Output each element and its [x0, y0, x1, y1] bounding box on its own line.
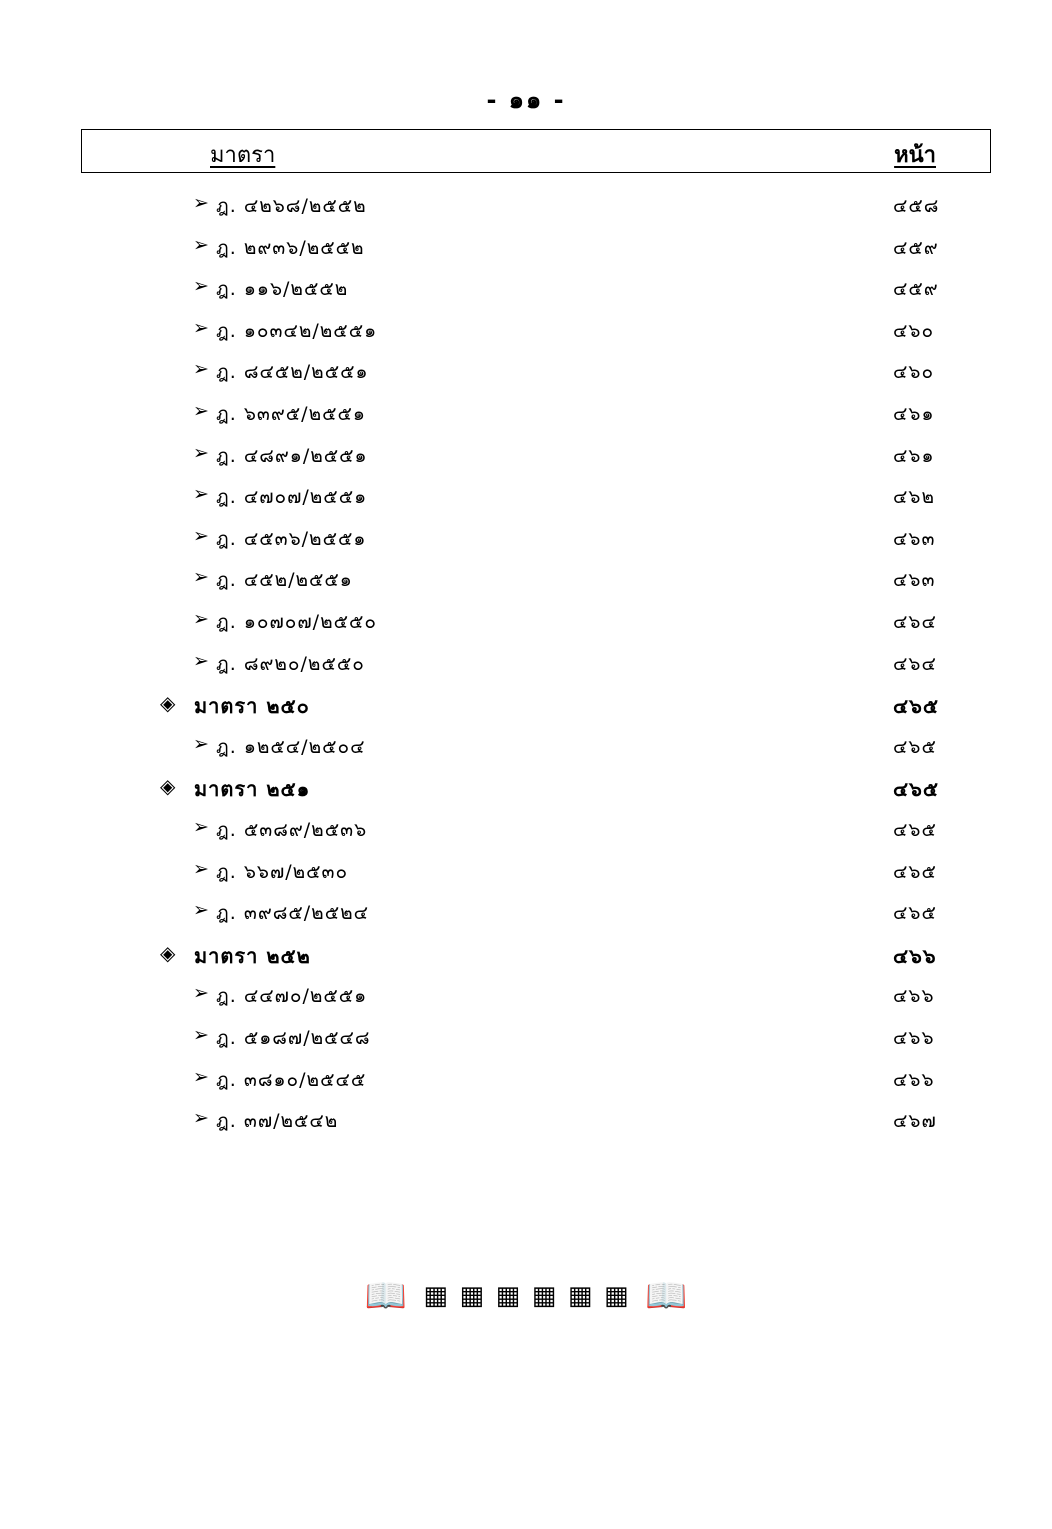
arrow-bullet-icon: ➢ — [193, 524, 209, 547]
section-label: มาตรา ๒๕๑ — [194, 777, 311, 802]
arrow-bullet-icon: ➢ — [193, 899, 209, 922]
arrow-bullet-icon: ➢ — [193, 1065, 209, 1088]
page-ref: ๔๖๖ — [893, 1027, 935, 1049]
page-ref: ๔๖๕ — [893, 694, 939, 719]
page-ref: ๔๖๗ — [893, 1110, 937, 1133]
toc-case-row — [0, 519, 1052, 559]
page-ref: ๔๖๔ — [893, 611, 937, 633]
grid-block-icon: ▦ — [423, 1281, 448, 1311]
arrow-bullet-icon: ➢ — [193, 1024, 209, 1046]
toc-section-row — [0, 935, 1052, 975]
page-ref: ๔๕๙ — [893, 236, 939, 259]
page-ref: ๔๖๐ — [893, 361, 935, 384]
case-label: ฎ. ๔๕๒/๒๕๕๑ — [216, 569, 353, 592]
toc-case-row — [0, 228, 1052, 268]
page-ref: ๔๖๐ — [893, 319, 935, 342]
arrow-bullet-icon: ➢ — [193, 566, 209, 589]
arrow-bullet-icon: ➢ — [193, 982, 209, 1005]
arrow-bullet-icon: ➢ — [193, 275, 209, 298]
case-label: ฎ. ๕๓๘๙/๒๕๓๖ — [216, 819, 368, 841]
arrow-bullet-icon: ➢ — [193, 1107, 209, 1130]
toc-case-row — [0, 644, 1052, 684]
case-label: ฎ. ๖๓๙๕/๒๕๕๑ — [216, 403, 366, 425]
grid-block-icon: ▦ — [567, 1281, 593, 1311]
page-ref: ๔๖๓ — [893, 569, 936, 592]
table-header — [81, 129, 991, 173]
arrow-bullet-icon: ➢ — [193, 649, 209, 672]
arrow-bullet-icon: ➢ — [193, 233, 209, 256]
arrow-bullet-icon: ➢ — [193, 358, 209, 381]
toc-case-row — [0, 1018, 1052, 1058]
case-label: ฎ. ๒๙๓๖/๒๕๕๒ — [216, 236, 365, 259]
grid-block-icon: ▦ — [531, 1281, 557, 1311]
case-label: ฎ. ๕๑๘๗/๒๕๔๘ — [216, 1027, 371, 1049]
diamond-bullet-icon: ◈ — [160, 691, 176, 716]
arrow-bullet-icon: ➢ — [193, 316, 209, 339]
page-ref: ๔๖๓ — [893, 527, 936, 550]
book-icon: 📖 — [645, 1276, 688, 1316]
case-label: ฎ. ๔๕๓๖/๒๕๕๑ — [216, 527, 367, 550]
case-label: ฎ. ๓๙๘๕/๒๕๒๔ — [216, 902, 369, 925]
case-label: ฎ. ๘๔๕๒/๒๕๕๑ — [216, 361, 369, 384]
case-label: ฎ. ๔๒๖๘/๒๕๕๒ — [216, 195, 367, 217]
case-label: ฎ. ๔๗๐๗/๒๕๕๑ — [216, 486, 368, 509]
page-ref: ๔๖๖ — [893, 1068, 935, 1091]
page-ref: ๔๖๕ — [893, 819, 937, 841]
diamond-bullet-icon: ◈ — [160, 774, 176, 799]
toc-case-row — [0, 1060, 1052, 1100]
case-label: ฎ. ๑๑๖/๒๕๕๒ — [216, 278, 349, 301]
page-ref: ๔๖๖ — [893, 943, 937, 968]
case-label: ฎ. ๓๗/๒๕๔๒ — [216, 1110, 339, 1133]
toc-case-row — [0, 436, 1052, 476]
end-ornament — [0, 1276, 1052, 1316]
case-label: ฎ. ๑๒๕๔/๒๕๐๔ — [216, 735, 366, 758]
page-ref: ๔๖๕ — [893, 902, 937, 925]
toc-section-row — [0, 768, 1052, 808]
toc-case-row — [0, 852, 1052, 892]
arrow-bullet-icon: ➢ — [193, 816, 209, 838]
header-page-label: หน้า — [894, 143, 936, 168]
toc-case-row — [0, 893, 1052, 933]
grid-block-icon: ▦ — [604, 1281, 629, 1311]
page-ref: ๔๖๑ — [893, 403, 935, 425]
arrow-bullet-icon: ➢ — [193, 857, 209, 880]
case-label: ฎ. ๘๙๒๐/๒๕๕๐ — [216, 652, 365, 675]
toc-case-row — [0, 186, 1052, 226]
arrow-bullet-icon: ➢ — [193, 732, 209, 755]
case-label: ฎ. ๑๐๓๔๒/๒๕๕๑ — [216, 319, 378, 342]
toc-case-row — [0, 477, 1052, 517]
grid-block-icon: ▦ — [495, 1281, 521, 1311]
page-ref: ๔๖๖ — [893, 985, 935, 1008]
page-ref: ๔๕๘ — [893, 195, 940, 217]
section-label: มาตรา ๒๕๒ — [194, 943, 311, 968]
diamond-bullet-icon: ◈ — [160, 940, 176, 965]
book-icon: 📖 — [364, 1276, 407, 1316]
arrow-bullet-icon: ➢ — [193, 608, 209, 630]
case-label: ฎ. ๔๘๙๑/๒๕๕๑ — [216, 444, 368, 467]
page-number: - ๑๑ - — [486, 86, 566, 114]
toc-case-row — [0, 269, 1052, 309]
section-label: มาตรา ๒๕๐ — [194, 694, 310, 719]
page-ref: ๔๖๒ — [893, 486, 935, 509]
arrow-bullet-icon: ➢ — [193, 441, 209, 464]
toc-section-row — [0, 685, 1052, 725]
arrow-bullet-icon: ➢ — [193, 192, 209, 214]
toc-case-row — [0, 394, 1052, 434]
toc-case-row — [0, 976, 1052, 1016]
arrow-bullet-icon: ➢ — [193, 483, 209, 506]
toc-case-row — [0, 727, 1052, 767]
toc-case-row — [0, 352, 1052, 392]
page-ref: ๔๖๕ — [893, 860, 937, 883]
page-ref: ๔๖๕ — [893, 777, 939, 802]
page-ref: ๔๖๕ — [893, 735, 937, 758]
toc-case-row — [0, 311, 1052, 351]
case-label: ฎ. ๑๐๗๐๗/๒๕๕๐ — [216, 611, 377, 633]
case-label: ฎ. ๓๘๑๐/๒๕๔๕ — [216, 1068, 367, 1091]
toc-case-row — [0, 560, 1052, 600]
grid-block-icon: ▦ — [459, 1281, 485, 1311]
page-ref: ๔๕๙ — [893, 278, 939, 301]
arrow-bullet-icon: ➢ — [193, 400, 209, 422]
toc-case-row — [0, 810, 1052, 850]
case-label: ฎ. ๔๔๗๐/๒๕๕๑ — [216, 985, 368, 1008]
header-section-label: มาตรา — [210, 143, 276, 168]
toc-case-row — [0, 1101, 1052, 1141]
page-ref: ๔๖๔ — [893, 652, 937, 675]
toc-case-row — [0, 602, 1052, 642]
page-ref: ๔๖๑ — [893, 444, 935, 467]
case-label: ฎ. ๖๖๗/๒๕๓๐ — [216, 860, 349, 883]
